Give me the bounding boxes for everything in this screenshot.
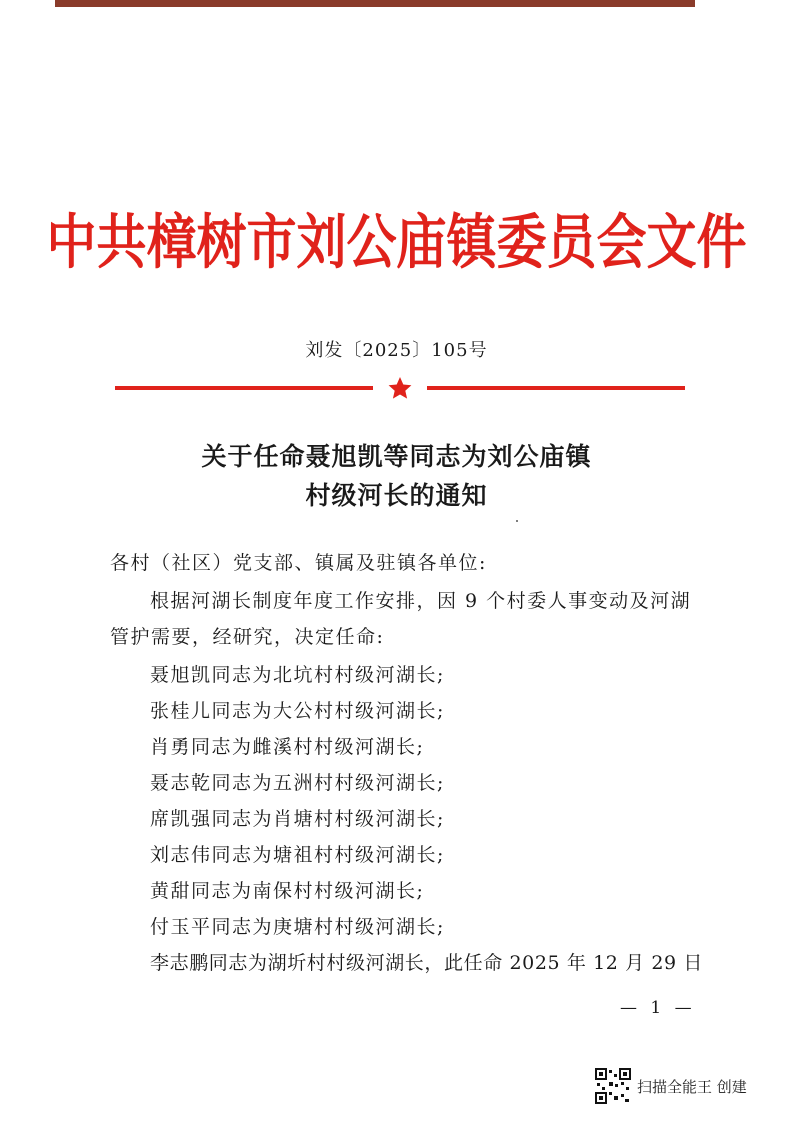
notice-title-line-2: 村级河长的通知 [305, 481, 488, 510]
appointment-item: 聂志乾同志为五洲村村级河湖长; [150, 772, 445, 794]
qr-code-icon [595, 1068, 631, 1104]
scanner-label: 扫描全能王 创建 [637, 1077, 747, 1096]
intro-paragraph-line-2: 管护需要，经研究，决定任命: [110, 626, 385, 648]
appointment-item: 张桂儿同志为大公村村级河湖长; [150, 700, 445, 722]
notice-title-line-1: 关于任命聂旭凯等同志为刘公庙镇 [201, 442, 592, 471]
appointment-item: 聂旭凯同志为北坑村村级河湖长; [150, 664, 445, 686]
appointment-item: 李志鹏同志为湖圻村村级河湖长，此任命 2025 年 12 月 29 日 [150, 952, 703, 974]
appointment-item: 黄甜同志为南保村村级河湖长; [150, 880, 425, 902]
document-number: 刘发〔2025〕105号 [305, 340, 488, 361]
appointment-item: 肖勇同志为雌溪村村级河湖长; [150, 736, 425, 758]
scan-speck [516, 520, 518, 522]
appointment-item: 席凯强同志为肖塘村村级河湖长; [150, 808, 445, 830]
appointment-item: 付玉平同志为庚塘村村级河湖长; [150, 916, 445, 938]
intro-paragraph-line-1: 根据河湖长制度年度工作安排，因 9 个村委人事变动及河湖 [150, 590, 692, 612]
divider-line-left [115, 386, 373, 390]
document-header-title: 中共樟树市刘公庙镇委员会文件 [46, 207, 747, 277]
red-star-divider [115, 376, 685, 400]
top-edge-bar [55, 0, 695, 7]
page-number: — 1 — [620, 998, 696, 1018]
appointment-item: 刘志伟同志为塘祖村村级河湖长; [150, 844, 445, 866]
star-icon [389, 377, 412, 399]
scanner-watermark [595, 1068, 747, 1104]
salutation: 各村（社区）党支部、镇属及驻镇各单位: [110, 552, 487, 574]
divider-line-right [427, 386, 685, 390]
